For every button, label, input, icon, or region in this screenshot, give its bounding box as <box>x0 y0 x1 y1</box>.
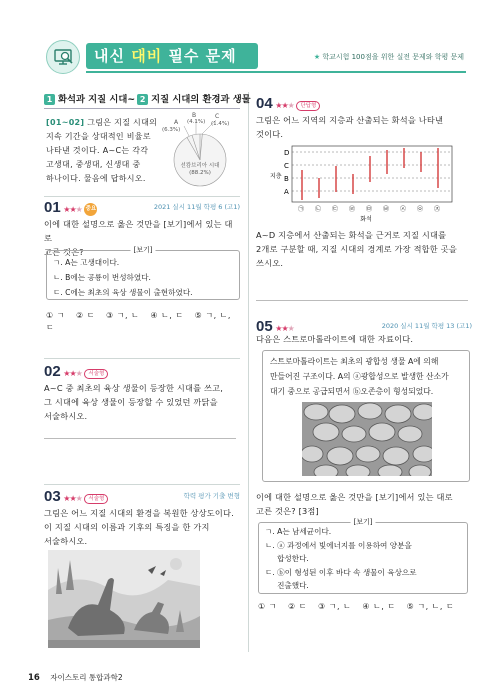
fossil-label: ㉥ <box>383 206 390 213</box>
choice-5[interactable]: ⑤ ㄱ, ㄴ, ㄷ <box>46 311 231 332</box>
bogi-item: ㄷ. C에는 최초의 육상 생물이 출현하였다. <box>53 288 193 297</box>
question-04-ask <box>256 228 472 270</box>
stem-line: 이 지질 시대의 이름과 기후의 특징을 한 가지 <box>44 522 210 532</box>
dinosaur-illustration <box>48 550 200 648</box>
bogi-label: [보기] <box>351 517 376 527</box>
question-04 <box>256 93 472 115</box>
unit-heading <box>44 93 251 106</box>
pie-pct-a: (6.3%) <box>162 127 181 133</box>
question-type-tag: 단답형 <box>296 101 320 111</box>
page-title <box>86 43 258 69</box>
fossil-label: ㉦ <box>400 206 407 213</box>
stem-line: 고른 것은? <box>44 247 84 257</box>
question-03 <box>44 486 240 508</box>
choice-3[interactable]: ③ ㄱ, ㄴ <box>106 311 140 320</box>
question-source: 2020 실시 11월 학평 13 (고1) <box>381 322 472 330</box>
question-05-ask <box>256 490 472 518</box>
question-05-stem: 다음은 스트로마톨라이트에 대한 자료이다. <box>256 334 414 344</box>
unit-title-1: 화석과 지질 시대~ <box>58 94 136 105</box>
layer-label-a: A <box>284 188 289 196</box>
stem-line: 쓰시오. <box>256 258 284 268</box>
bogi-item: 진출했다. <box>265 581 309 590</box>
intro-range: [01~02] <box>46 118 85 127</box>
unit-title-2: 지질 시대의 환경과 생물 <box>151 94 251 105</box>
stem-line: 그림은 어느 지질 시대의 환경을 복원한 상상도이다. <box>44 508 234 518</box>
stem-line: 이에 대한 설명으로 옳은 것만을 [보기]에서 있는 대로 <box>44 219 233 243</box>
fossil-label: ㉢ <box>332 206 339 213</box>
pie-label-precambrian: 선캄브리아 시대 <box>180 163 220 169</box>
fossil-label: ㉡ <box>315 206 322 213</box>
intro-line: 지속 기간을 상대적인 비율로 <box>46 132 151 141</box>
x-axis-label: 화석 <box>360 216 372 223</box>
title-word-3: 필수 문제 <box>168 47 237 65</box>
difficulty-stars: ★★★ <box>63 494 82 503</box>
magnifier-monitor-icon <box>46 40 80 74</box>
question-02 <box>44 361 240 383</box>
pie-pct-b: (4.1%) <box>187 119 206 125</box>
bogi-label: [보기] <box>131 245 156 255</box>
page-footer <box>28 672 123 684</box>
layer-label-b: B <box>284 175 289 183</box>
header-rule <box>86 71 466 73</box>
info-line: 스트로마톨라이트는 최초의 광합성 생물 A에 의해 <box>270 357 439 366</box>
intro-line: 하나이다. 물음에 답하시오. <box>46 174 146 183</box>
layer-label-d: D <box>284 149 290 157</box>
question-type-tag: 서술형 <box>84 369 108 379</box>
choice-2[interactable]: ② ㄷ <box>288 602 307 611</box>
stem-line: 2개로 구분할 때, 지질 시대의 경계로 가장 적합한 곳을 <box>256 244 457 254</box>
choice-1[interactable]: ① ㄱ <box>258 602 277 611</box>
section-header <box>46 40 466 74</box>
chart-frame <box>292 146 452 202</box>
y-axis-label: 지층 <box>270 173 282 180</box>
choice-2[interactable]: ② ㄷ <box>76 311 95 320</box>
question-02-stem <box>44 381 240 423</box>
bogi-item: ㄴ. ⓐ 과정에서 빛에너지를 이용하여 양분을 <box>265 540 412 550</box>
question-01 <box>44 197 240 219</box>
difficulty-stars: ★★★ <box>63 205 82 214</box>
fossil-label: ㉤ <box>366 206 373 213</box>
unit-number-1: 1 <box>44 94 55 105</box>
fossil-label: ㉧ <box>417 206 424 213</box>
answer-choices <box>258 601 472 613</box>
pie-label-b: B <box>192 112 197 119</box>
subtitle-text: 학교시험 100점을 위한 실전 문제와 학평 문제 <box>322 53 464 61</box>
pie-leader-a <box>184 126 189 136</box>
stem-line: A~C 중 최초의 육상 생물이 등장한 시대를 쓰고, <box>44 383 224 393</box>
intro-text <box>46 116 160 186</box>
pie-pct-c: (1.4%) <box>211 121 230 127</box>
choice-3[interactable]: ③ ㄱ, ㄴ <box>318 602 352 611</box>
question-source: 2021 실시 11월 학평 6 (고1) <box>153 203 240 211</box>
choice-4[interactable]: ④ ㄴ, ㄷ <box>150 311 184 320</box>
page-number: 16 <box>28 673 40 683</box>
question-number: 04 <box>256 95 273 112</box>
stem-line: A~D 지층에서 산출되는 화석을 근거로 지질 시대를 <box>256 230 447 240</box>
question-number: 01 <box>44 199 61 216</box>
header-subtitle <box>314 52 464 62</box>
bogi-item: ㄴ. B에는 공룡이 번성하였다. <box>53 273 151 282</box>
stem-line: 서술하시오. <box>44 536 88 546</box>
bogi-box <box>258 518 468 594</box>
intro-line: 나타낸 것이다. A~C는 각각 <box>46 146 149 155</box>
pie-label-a: A <box>174 119 179 126</box>
fossil-label: ㉠ <box>298 206 305 213</box>
stem-line: 서술하시오. <box>44 411 88 421</box>
fossil-label: ㉣ <box>349 206 356 213</box>
stem-line: 그림은 어느 지역의 지층과 산출되는 화석을 나타낸 <box>256 115 444 125</box>
strata-fossil-chart <box>262 144 462 224</box>
answer-choices <box>46 310 242 333</box>
unit-number-2: 2 <box>137 94 148 105</box>
info-line: 대기 중으로 공급되면서 ⓑ오존층이 형성되었다. <box>270 387 434 396</box>
difficulty-stars: ★★★ <box>275 101 294 110</box>
question-number: 03 <box>44 488 61 505</box>
book-title: 자이스토리 통합과학2 <box>50 673 123 682</box>
difficulty-stars: ★★★ <box>63 369 82 378</box>
info-box-text <box>270 354 466 399</box>
stem-line: 것이다. <box>256 129 284 139</box>
intro-line: 고생대, 중생대, 신생대 중 <box>46 160 141 169</box>
important-badge: 중요 <box>84 203 97 216</box>
stem-line: 고른 것은? [3점] <box>256 506 319 516</box>
choice-1[interactable]: ① ㄱ <box>46 311 65 320</box>
question-type-tag: 서술형 <box>84 494 108 504</box>
question-number: 02 <box>44 363 61 380</box>
info-line: 만들어진 구조이다. A의 ⓐ광합성으로 발생한 산소가 <box>270 372 449 381</box>
star-icon: ★ <box>313 53 321 61</box>
choice-5[interactable]: ⑤ ㄱ, ㄴ, ㄷ <box>406 602 455 611</box>
question-divider <box>44 484 240 485</box>
choice-4[interactable]: ④ ㄴ, ㄷ <box>362 602 396 611</box>
bogi-item: ㄷ. ⓑ이 형성된 이후 바다 속 생물이 육상으로 <box>265 567 417 577</box>
fossil-label: ㉨ <box>434 206 441 213</box>
pie-label-c: C <box>215 113 220 120</box>
bogi-box <box>46 246 240 300</box>
stromatolite-photo <box>302 402 432 476</box>
bogi-item: ㄱ. A는 고생대이다. <box>53 258 120 267</box>
question-divider <box>44 358 240 359</box>
answer-line[interactable] <box>44 438 236 439</box>
unit-rule <box>44 108 240 109</box>
pie-pct-precambrian: (88.2%) <box>189 170 211 176</box>
question-03-stem <box>44 506 240 548</box>
column-divider <box>248 92 249 652</box>
bogi-item: 합성한다. <box>265 554 309 563</box>
title-word-2: 대비 <box>131 47 163 65</box>
bogi-item: ㄱ. A는 남세균이다. <box>265 527 332 536</box>
question-number: 05 <box>256 318 273 335</box>
question-04-stem <box>256 113 472 141</box>
layer-label-c: C <box>284 162 289 170</box>
difficulty-stars: ★★★ <box>275 324 294 333</box>
title-word-1: 내신 <box>94 47 125 65</box>
question-source: 학력 평가 기출 변형 <box>183 492 240 500</box>
stem-line: 이에 대한 설명으로 옳은 것만을 [보기]에서 있는 대로 <box>256 492 453 502</box>
stem-line: 그 시대에 육상 생물이 등장할 수 있었던 까닭을 <box>44 397 218 407</box>
intro-line: 그림은 지질 시대의 <box>87 118 158 127</box>
geologic-time-pie-chart <box>160 112 240 188</box>
answer-line[interactable] <box>256 300 468 301</box>
